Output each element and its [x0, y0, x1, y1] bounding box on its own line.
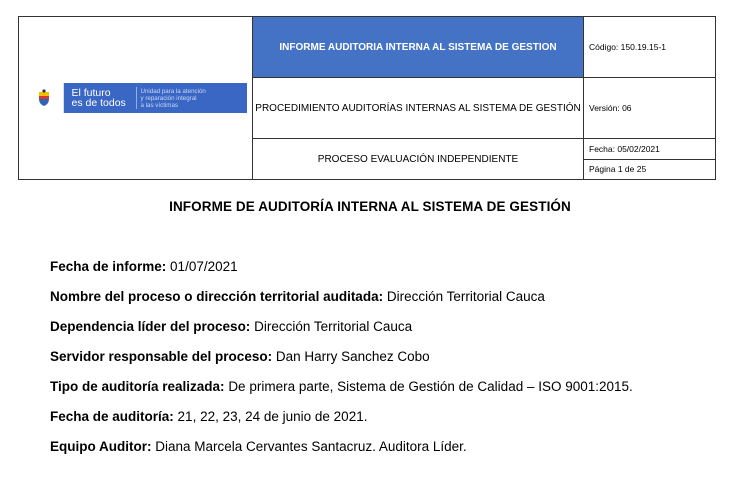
- document-code: Código: 150.19.15-1: [584, 17, 716, 78]
- field-audit-date: Fecha de auditoría: 21, 22, 23, 24 de junio de 2021.: [50, 409, 368, 424]
- header-title: INFORME AUDITORIA INTERNA AL SISTEMA DE GESTION: [253, 17, 584, 78]
- field-audit-type: Tipo de auditoría realizada: De primera parte, Sistema de Gestión de Calidad – ISO 9001:2015.: [50, 379, 633, 394]
- logo-slogan: El futuro es de todos: [71, 87, 126, 109]
- coat-of-arms-icon: [25, 83, 64, 113]
- field-audit-team: Equipo Auditor: Diana Marcela Cervantes Santacruz. Auditora Líder.: [50, 439, 467, 454]
- procedure-name: PROCEDIMIENTO AUDITORÍAS INTERNAS AL SISTEMA DE GESTIÓN: [253, 78, 584, 139]
- field-responsible: Servidor responsable del proceso: Dan Harry Sanchez Cobo: [50, 349, 430, 364]
- document-title: INFORME DE AUDITORÍA INTERNA AL SISTEMA DE GESTIÓN: [169, 199, 571, 214]
- document-header-table: [18, 16, 716, 180]
- report-fields: [50, 259, 686, 469]
- page-number: Página 1 de 25: [589, 163, 647, 174]
- document-date: Fecha: 05/02/2021: [584, 140, 715, 160]
- logo-cell: [19, 17, 253, 180]
- field-lead-unit: Dependencia líder del proceso: Dirección Territorial Cauca: [50, 319, 413, 334]
- process-name: PROCESO EVALUACIÓN INDEPENDIENTE: [253, 139, 584, 180]
- field-report-date: Fecha de informe: 01/07/2021: [50, 259, 238, 274]
- logo-tagline: Unidad para la atención y reparación integral a las víctimas: [140, 87, 206, 109]
- document-version: Versión: 06: [584, 78, 716, 139]
- field-process-name: Nombre del proceso o dirección territorial auditada: Dirección Territorial Cauca: [50, 289, 545, 304]
- date-page-cell: [584, 139, 716, 180]
- institution-logo: [25, 83, 247, 113]
